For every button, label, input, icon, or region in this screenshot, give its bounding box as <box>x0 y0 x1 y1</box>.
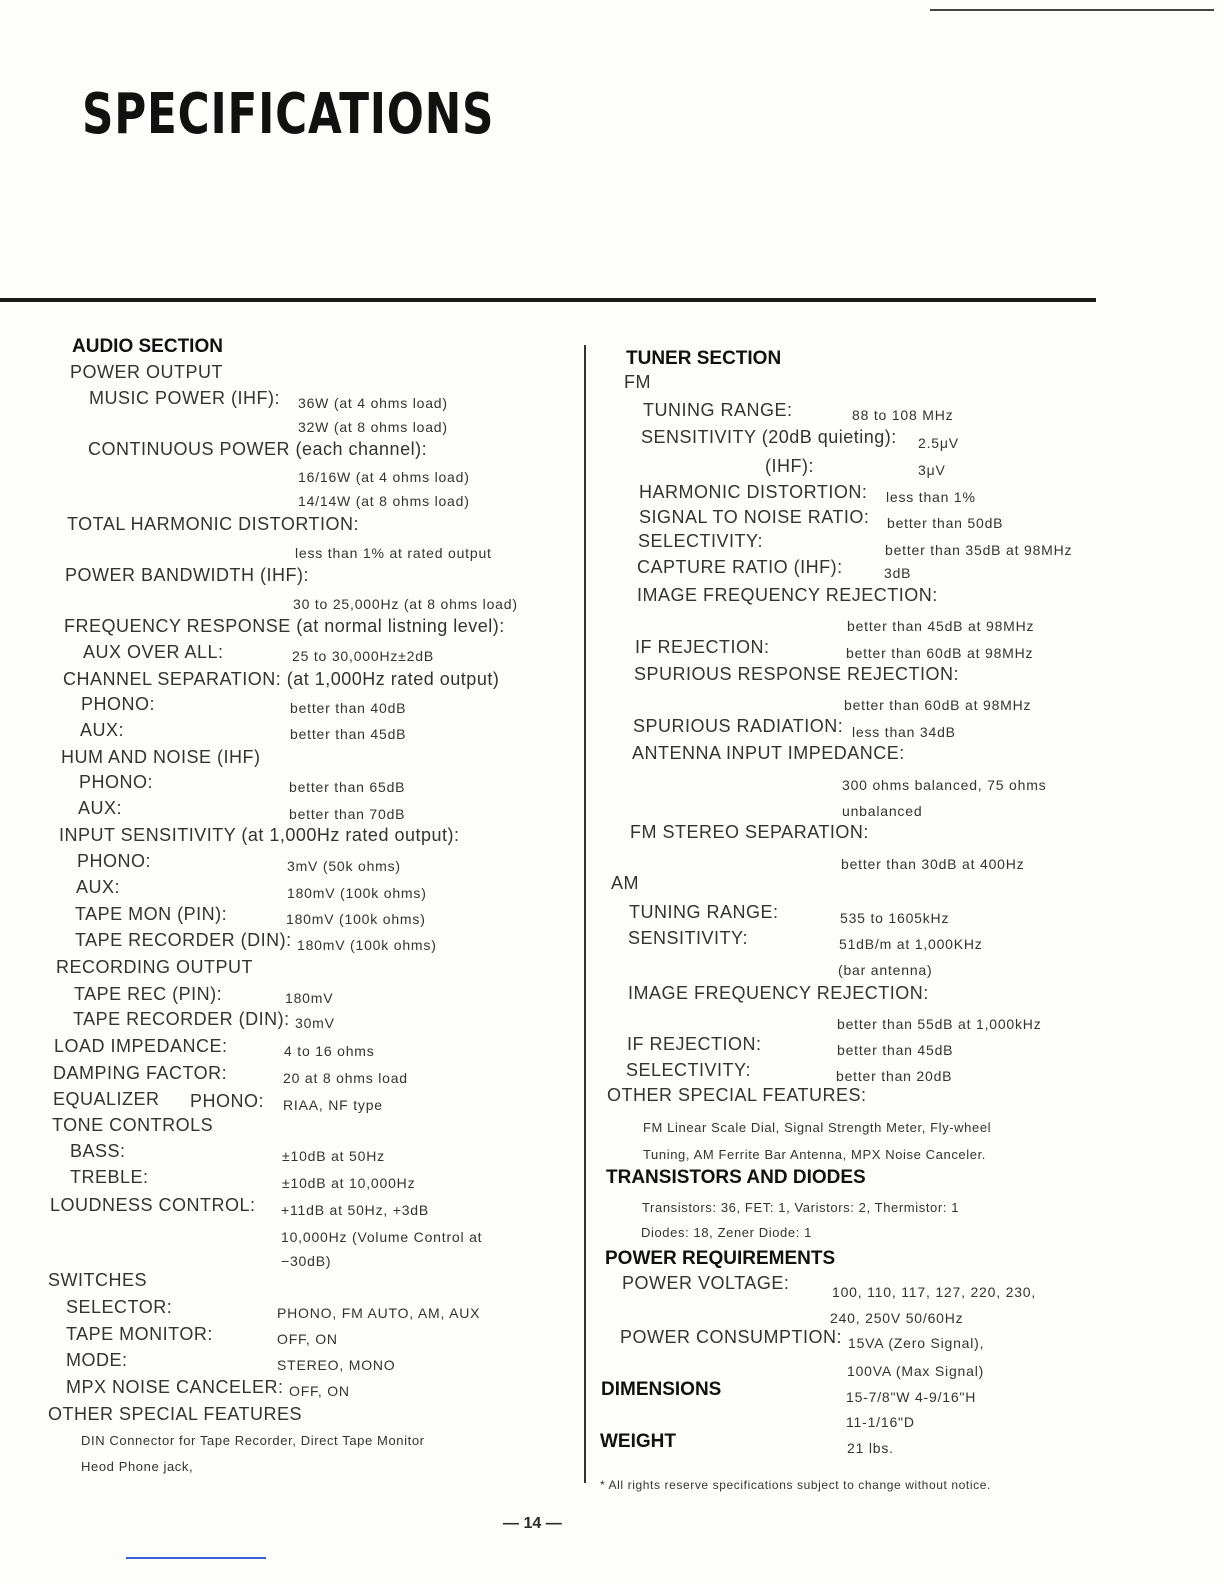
transistors-diodes-heading: TRANSISTORS AND DIODES <box>606 1167 866 1188</box>
power-consumption-label: POWER CONSUMPTION: <box>620 1327 843 1347</box>
frequency-response-label: FREQUENCY RESPONSE (at normal listning level): <box>64 616 505 636</box>
fm-antenna-impedance-label: ANTENNA INPUT IMPEDANCE: <box>632 743 905 763</box>
input-phono-value: 3mV (50k ohms) <box>287 858 401 874</box>
loudness-value-2: 10,000Hz (Volume Control at <box>281 1229 483 1245</box>
fm-antenna-impedance-value-2: unbalanced <box>842 803 923 819</box>
continuous-power-value-2: 14/14W (at 8 ohms load) <box>298 493 470 509</box>
am-selectivity-label: SELECTIVITY: <box>626 1060 752 1080</box>
am-image-rejection-label: IMAGE FREQUENCY REJECTION: <box>628 983 929 1003</box>
loudness-value-3: −30dB) <box>281 1253 332 1269</box>
mpx-noise-canceler-value: OFF, ON <box>289 1383 350 1399</box>
page-number: — 14 — <box>503 1515 562 1532</box>
fm-spurious-radiation-value: less than 34dB <box>852 724 956 740</box>
equalizer-value: RIAA, NF type <box>283 1097 383 1113</box>
power-bandwidth-value: 30 to 25,000Hz (at 8 ohms load) <box>293 596 518 612</box>
channel-sep-aux-label: AUX: <box>80 720 125 740</box>
weight-value: 21 lbs. <box>847 1440 894 1456</box>
fm-snr-value: better than 50dB <box>887 515 1004 531</box>
damping-factor-label: DAMPING FACTOR: <box>53 1063 228 1083</box>
tuner-other-features-line-1: FM Linear Scale Dial, Signal Strength Meter, Fly-wheel <box>643 1120 992 1135</box>
treble-label: TREBLE: <box>70 1167 149 1187</box>
mode-value: STEREO, MONO <box>277 1357 396 1373</box>
other-special-features-label: OTHER SPECIAL FEATURES <box>48 1404 303 1424</box>
switches-label: SWITCHES <box>48 1270 148 1290</box>
input-tape-mon-label: TAPE MON (PIN): <box>75 904 228 924</box>
power-consumption-value-1: 15VA (Zero Signal), <box>848 1335 985 1351</box>
bass-label: BASS: <box>70 1141 126 1161</box>
fm-spurious-radiation-label: SPURIOUS RADIATION: <box>633 716 844 736</box>
am-selectivity-value: better than 20dB <box>836 1068 953 1084</box>
am-sensitivity-value-1: 51dB/m at 1,000KHz <box>839 936 983 952</box>
power-consumption-value-2: 100VA (Max Signal) <box>847 1363 985 1379</box>
fm-capture-ratio-label: CAPTURE RATIO (IHF): <box>637 557 843 577</box>
tape-monitor-value: OFF, ON <box>277 1331 338 1347</box>
header-rule <box>0 298 1096 302</box>
mode-label: MODE: <box>66 1350 128 1370</box>
page-title: SPECIFICATIONS <box>82 82 495 147</box>
power-output-label: POWER OUTPUT <box>70 362 223 382</box>
hum-phono-value: better than 65dB <box>289 779 406 795</box>
input-aux-value: 180mV (100k ohms) <box>287 885 427 901</box>
power-bandwidth-label: POWER BANDWIDTH (IHF): <box>65 565 309 585</box>
input-sensitivity-label: INPUT SENSITIVITY (at 1,000Hz rated output): <box>59 825 460 845</box>
fm-harmonic-distortion-value: less than 1% <box>886 489 976 505</box>
damping-factor-value: 20 at 8 ohms load <box>283 1070 408 1086</box>
fm-if-rejection-label: IF REJECTION: <box>635 637 770 657</box>
other-features-line-2: Heod Phone jack, <box>81 1459 194 1474</box>
fm-snr-label: SIGNAL TO NOISE RATIO: <box>639 507 870 527</box>
fm-image-rejection-label: IMAGE FREQUENCY REJECTION: <box>637 585 938 605</box>
fm-sensitivity-ihf-value: 3μV <box>918 462 946 478</box>
tuner-other-features-label: OTHER SPECIAL FEATURES: <box>607 1085 867 1105</box>
hum-noise-label: HUM AND NOISE (IHF) <box>61 747 261 767</box>
fm-if-rejection-value: better than 60dB at 98MHz <box>846 645 1034 661</box>
fm-capture-ratio-value: 3dB <box>884 565 912 581</box>
fm-harmonic-distortion-label: HARMONIC DISTORTION: <box>639 482 868 502</box>
fm-tuning-range-value: 88 to 108 MHz <box>852 407 954 423</box>
continuous-power-label: CONTINUOUS POWER (each channel): <box>88 439 428 459</box>
channel-separation-label: CHANNEL SEPARATION: (at 1,000Hz rated output) <box>63 669 500 689</box>
continuous-power-value-1: 16/16W (at 4 ohms load) <box>298 469 470 485</box>
load-impedance-value: 4 to 16 ohms <box>284 1043 375 1059</box>
bottom-blue-mark <box>126 1557 266 1559</box>
fm-sensitivity-label: SENSITIVITY (20dB quieting): <box>641 427 897 447</box>
fm-antenna-impedance-value-1: 300 ohms balanced, 75 ohms <box>842 777 1047 793</box>
aux-over-all-value: 25 to 30,000Hz±2dB <box>292 648 434 664</box>
fm-label: FM <box>624 372 651 392</box>
fm-selectivity-value: better than 35dB at 98MHz <box>885 542 1073 558</box>
channel-sep-phono-label: PHONO: <box>81 694 156 714</box>
power-requirements-heading: POWER REQUIREMENTS <box>605 1248 836 1269</box>
tuner-section-heading: TUNER SECTION <box>626 348 782 369</box>
am-label: AM <box>611 873 639 893</box>
tuner-other-features-line-2: Tuning, AM Ferrite Bar Antenna, MPX Noise Canceler. <box>643 1147 986 1162</box>
rec-tape-recorder-value: 30mV <box>295 1015 335 1031</box>
dimensions-value-2: 11-1/16"D <box>846 1414 915 1430</box>
hum-phono-label: PHONO: <box>79 772 154 792</box>
thd-label: TOTAL HARMONIC DISTORTION: <box>67 514 360 534</box>
fm-tuning-range-label: TUNING RANGE: <box>643 400 793 420</box>
channel-sep-phono-value: better than 40dB <box>290 700 407 716</box>
dimensions-heading: DIMENSIONS <box>601 1379 722 1400</box>
am-tuning-range-value: 535 to 1605kHz <box>840 910 950 926</box>
input-tape-mon-value: 180mV (100k ohms) <box>286 911 426 927</box>
column-divider <box>584 345 586 1483</box>
am-tuning-range-label: TUNING RANGE: <box>629 902 779 922</box>
am-if-rejection-label: IF REJECTION: <box>627 1034 762 1054</box>
hum-aux-label: AUX: <box>78 798 123 818</box>
fm-image-rejection-value: better than 45dB at 98MHz <box>847 618 1035 634</box>
input-tape-recorder-label: TAPE RECORDER (DIN): <box>75 930 292 950</box>
transistors-line-2: Diodes: 18, Zener Diode: 1 <box>641 1225 812 1240</box>
fm-spurious-response-label: SPURIOUS RESPONSE REJECTION: <box>634 664 960 684</box>
transistors-line-1: Transistors: 36, FET: 1, Varistors: 2, Thermistor: 1 <box>642 1200 960 1215</box>
selector-label: SELECTOR: <box>66 1297 173 1317</box>
am-if-rejection-value: better than 45dB <box>837 1042 954 1058</box>
music-power-value-1: 36W (at 4 ohms load) <box>298 395 448 411</box>
footnote: * All rights reserve specifications subject to change without notice. <box>600 1478 991 1492</box>
input-phono-label: PHONO: <box>77 851 152 871</box>
fm-stereo-separation-value: better than 30dB at 400Hz <box>841 856 1025 872</box>
am-image-rejection-value: better than 55dB at 1,000kHz <box>837 1016 1042 1032</box>
recording-output-label: RECORDING OUTPUT <box>56 957 253 977</box>
power-voltage-value-2: 240, 250V 50/60Hz <box>830 1310 964 1326</box>
tone-controls-label: TONE CONTROLS <box>52 1115 214 1135</box>
treble-value: ±10dB at 10,000Hz <box>282 1175 416 1191</box>
dimensions-value-1: 15-7/8"W 4-9/16"H <box>846 1389 977 1405</box>
aux-over-all-label: AUX OVER ALL: <box>83 642 224 662</box>
rec-tape-rec-value: 180mV <box>285 990 334 1006</box>
top-edge-line <box>930 9 1214 11</box>
power-voltage-label: POWER VOLTAGE: <box>622 1273 790 1293</box>
input-aux-label: AUX: <box>76 877 121 897</box>
channel-sep-aux-value: better than 45dB <box>290 726 407 742</box>
power-voltage-value-1: 100, 110, 117, 127, 220, 230, <box>832 1284 1037 1300</box>
tape-monitor-label: TAPE MONITOR: <box>66 1324 213 1344</box>
music-power-label: MUSIC POWER (IHF): <box>89 388 280 408</box>
fm-sensitivity-value: 2.5μV <box>918 435 959 451</box>
input-tape-recorder-value: 180mV (100k ohms) <box>297 937 437 953</box>
equalizer-phono-label: PHONO: <box>190 1091 265 1111</box>
equalizer-label: EQUALIZER <box>53 1089 160 1109</box>
rec-tape-recorder-label: TAPE RECORDER (DIN): <box>73 1009 290 1029</box>
weight-heading: WEIGHT <box>600 1431 676 1452</box>
loudness-control-label: LOUDNESS CONTROL: <box>50 1195 256 1215</box>
fm-spurious-response-value: better than 60dB at 98MHz <box>844 697 1032 713</box>
fm-stereo-separation-label: FM STEREO SEPARATION: <box>630 822 869 842</box>
selector-value: PHONO, FM AUTO, AM, AUX <box>277 1305 481 1321</box>
fm-selectivity-label: SELECTIVITY: <box>638 531 764 551</box>
other-features-line-1: DIN Connector for Tape Recorder, Direct Tape Monitor <box>81 1433 425 1448</box>
fm-sensitivity-ihf-label: (IHF): <box>765 456 814 476</box>
thd-value: less than 1% at rated output <box>295 545 492 561</box>
bass-value: ±10dB at 50Hz <box>282 1148 385 1164</box>
music-power-value-2: 32W (at 8 ohms load) <box>298 419 448 435</box>
am-sensitivity-value-2: (bar antenna) <box>838 962 933 978</box>
hum-aux-value: better than 70dB <box>289 806 406 822</box>
audio-section-heading: AUDIO SECTION <box>72 336 223 357</box>
loudness-value-1: +11dB at 50Hz, +3dB <box>281 1202 430 1218</box>
rec-tape-rec-label: TAPE REC (PIN): <box>74 984 223 1004</box>
am-sensitivity-label: SENSITIVITY: <box>628 928 749 948</box>
mpx-noise-canceler-label: MPX NOISE CANCELER: <box>66 1377 284 1397</box>
load-impedance-label: LOAD IMPEDANCE: <box>54 1036 228 1056</box>
